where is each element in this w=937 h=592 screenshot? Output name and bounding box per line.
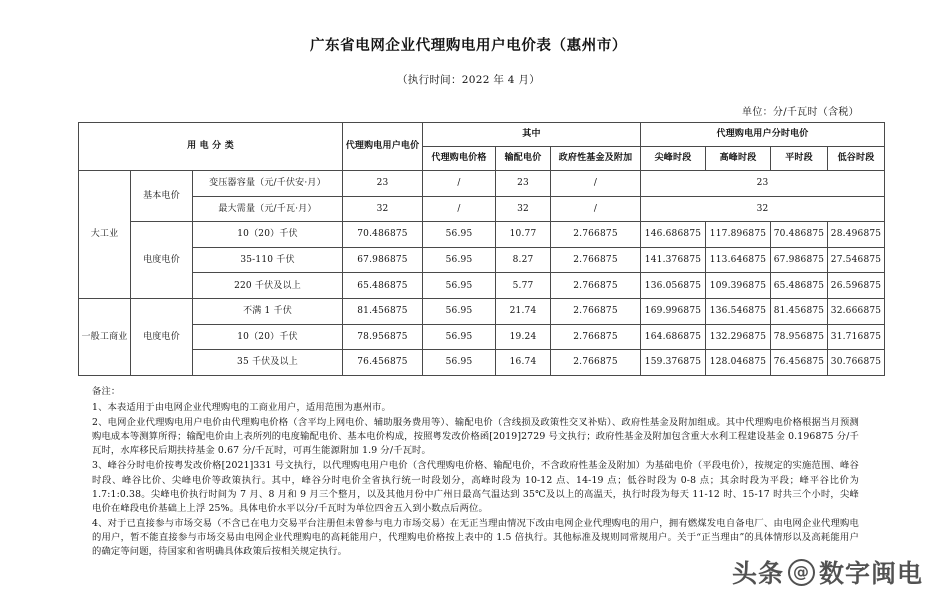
cell-transmission-price: 8.27 [496, 247, 551, 273]
cell-purchase-price: / [423, 196, 496, 222]
cell-user-price: 23 [343, 171, 423, 197]
column-header-category: 用 电 分 类 [79, 123, 343, 171]
row-item-label: 不满 1 千伏 [193, 298, 343, 324]
cell-tou-flat: 67.986875 [771, 247, 828, 273]
watermark-name: 数字闽电 [818, 559, 923, 588]
cell-transmission-price: 32 [496, 196, 551, 222]
table-row [79, 247, 885, 273]
notes-section [78, 385, 859, 560]
row-item-label: 10（20）千伏 [193, 324, 343, 350]
row-category-general-commercial: 一般工商业 [79, 298, 131, 375]
cell-purchase-price: 56.95 [423, 222, 496, 248]
cell-gov-fund: / [551, 196, 641, 222]
cell-purchase-price: 56.95 [423, 324, 496, 350]
cell-user-price: 32 [343, 196, 423, 222]
table-row [79, 350, 885, 376]
cell-user-price: 81.456875 [343, 298, 423, 324]
cell-tou-merged: 23 [641, 171, 885, 197]
note-item-1: 1、本表适用于由电网企业代理购电的工商业用户，适用范围为惠州市。 [92, 401, 391, 413]
column-header-among-which: 其中 [423, 123, 641, 147]
note-item-4: 4、对于已直接参与市场交易（不含已在电力交易平台注册但未曾参与电力市场交易）在无正当理由情况下改由电网企业代理购电的用户，拥有燃煤发电自备电厂、由电网企业代理购电的用户，暂不能直接参与市场交易由电网企业代理购电的高耗能用户，代理购电价格按上表中的 1.5 倍执行。其他标准及规则同常规用户。关于“正当理由”的具体情形以及高耗能用户的确定等问题，待国家和省明确具体政策后按相关规定执行。 [92, 517, 859, 558]
column-header-tou-sharp-peak: 尖峰时段 [641, 147, 706, 171]
table-row [79, 273, 885, 299]
cell-tou-valley: 28.496875 [828, 222, 885, 248]
at-icon: @ [788, 559, 815, 586]
unit-note: 单位：分/千瓦时（含税） [742, 107, 859, 118]
row-section-energy-price: 电度电价 [131, 298, 193, 375]
watermark [732, 554, 923, 590]
row-section-basic-price: 基本电价 [131, 171, 193, 222]
cell-gov-fund: 2.766875 [551, 298, 641, 324]
cell-user-price: 76.456875 [343, 350, 423, 376]
electricity-price-table [78, 122, 885, 376]
page-title: 广东省电网企业代理购电用户电价表（惠州市） [309, 37, 628, 54]
cell-purchase-price: 56.95 [423, 273, 496, 299]
column-header-tou-group: 代理购电用户分时电价 [641, 123, 885, 147]
column-header-tou-flat: 平时段 [771, 147, 828, 171]
watermark-prefix: 头条 [731, 559, 784, 588]
column-header-tou-valley: 低谷时段 [828, 147, 885, 171]
table-row [79, 171, 885, 197]
cell-transmission-price: 5.77 [496, 273, 551, 299]
row-item-label: 35-110 千伏 [193, 247, 343, 273]
effective-date-subtitle: （执行时间：2022 年 4 月） [396, 74, 540, 86]
cell-user-price: 70.486875 [343, 222, 423, 248]
cell-user-price: 78.956875 [343, 324, 423, 350]
cell-gov-fund: 2.766875 [551, 350, 641, 376]
cell-gov-fund: 2.766875 [551, 222, 641, 248]
row-item-label: 最大需量（元/千瓦·月） [193, 196, 343, 222]
column-header-transmission-price: 输配电价 [496, 147, 551, 171]
cell-tou-valley: 26.596875 [828, 273, 885, 299]
cell-tou-sharp-peak: 164.686875 [641, 324, 706, 350]
cell-tou-peak: 109.396875 [706, 273, 771, 299]
cell-tou-sharp-peak: 169.996875 [641, 298, 706, 324]
cell-purchase-price: 56.95 [423, 350, 496, 376]
cell-tou-flat: 78.956875 [771, 324, 828, 350]
cell-tou-sharp-peak: 146.686875 [641, 222, 706, 248]
cell-tou-peak: 136.546875 [706, 298, 771, 324]
table-row [79, 298, 885, 324]
table-row [79, 222, 885, 248]
notes-heading: 备注： [92, 385, 121, 397]
cell-gov-fund: 2.766875 [551, 247, 641, 273]
cell-tou-flat: 76.456875 [771, 350, 828, 376]
cell-transmission-price: 23 [496, 171, 551, 197]
row-item-label: 220 千伏及以上 [193, 273, 343, 299]
cell-transmission-price: 10.77 [496, 222, 551, 248]
cell-tou-flat: 65.486875 [771, 273, 828, 299]
cell-gov-fund: 2.766875 [551, 324, 641, 350]
table-row [79, 324, 885, 350]
cell-tou-peak: 128.046875 [706, 350, 771, 376]
cell-purchase-price: / [423, 171, 496, 197]
note-item-2: 2、电网企业代理购电用户电价由代理购电价格（含平均上网电价、辅助服务费用等）、输配电价（含线损及政策性交叉补贴）、政府性基金及附加组成。其中代理购电价格根据当月预测购电成本等测算所得；输配电价由上表所列的电度输配电价、基本电价构成，按照粤发改价格函[2019]2729 号文执行；政府性基金及附加包含重大水利工程建设基金 0.196875 分/千瓦时，水库移民后期扶持基金 0.67 分/千瓦时，可再生能源附加 1.9 分/千瓦时。 [92, 417, 859, 457]
cell-user-price: 65.486875 [343, 273, 423, 299]
table-row [79, 196, 885, 222]
row-item-label: 变压器容量（元/千伏安·月） [193, 171, 343, 197]
cell-tou-flat: 81.456875 [771, 298, 828, 324]
row-item-label: 35 千伏及以上 [193, 350, 343, 376]
cell-tou-sharp-peak: 141.376875 [641, 247, 706, 273]
cell-purchase-price: 56.95 [423, 298, 496, 324]
cell-transmission-price: 21.74 [496, 298, 551, 324]
cell-tou-flat: 70.486875 [771, 222, 828, 248]
cell-tou-merged: 32 [641, 196, 885, 222]
column-header-purchase-price: 代理购电价格 [423, 147, 496, 171]
cell-tou-peak: 117.896875 [706, 222, 771, 248]
cell-transmission-price: 16.74 [496, 350, 551, 376]
row-section-energy-price: 电度电价 [131, 222, 193, 299]
cell-gov-fund: / [551, 171, 641, 197]
column-header-tou-peak: 高峰时段 [706, 147, 771, 171]
cell-tou-peak: 113.646875 [706, 247, 771, 273]
cell-tou-valley: 30.766875 [828, 350, 885, 376]
cell-gov-fund: 2.766875 [551, 273, 641, 299]
cell-tou-peak: 132.296875 [706, 324, 771, 350]
document-page [0, 34, 937, 592]
cell-purchase-price: 56.95 [423, 247, 496, 273]
cell-tou-sharp-peak: 159.376875 [641, 350, 706, 376]
column-header-gov-fund: 政府性基金及附加 [551, 147, 641, 171]
cell-user-price: 67.986875 [343, 247, 423, 273]
cell-tou-valley: 31.716875 [828, 324, 885, 350]
cell-tou-valley: 27.546875 [828, 247, 885, 273]
note-item-3: 3、峰谷分时电价按粤发改价格[2021]331 号文执行，以代理购电用户电价（含代理购电价格、输配电价，不含政府性基金及附加）为基础电价（平段电价），按规定的实施范围、峰谷时段、峰谷比价、尖峰电价等政策执行。其中，峰谷分时电价全省执行统一时段划分，高峰时段为 10-12 点、14-19 点；低谷时段为 0-8 点；其余时段为平段；峰平谷比价为 1.7:1:0.38。尖峰电价执行时间为 7 月、8 月和 9 月三个整月，以及其他月份中广州日最高气温达到 35℃及以上的高温天，执行时段为每天 11-12 时、15-17 时共三个小时，尖峰电价在峰段电价基础上上浮 25%。具体电价水平以分/千瓦时为单位四舍五入到小数点后两位。 [92, 460, 859, 514]
cell-tou-sharp-peak: 136.056875 [641, 273, 706, 299]
row-category-major-industry: 大工业 [79, 171, 131, 299]
column-header-user-price: 代理购电用户电价 [343, 123, 423, 171]
cell-tou-valley: 32.666875 [828, 298, 885, 324]
row-item-label: 10（20）千伏 [193, 222, 343, 248]
cell-transmission-price: 19.24 [496, 324, 551, 350]
